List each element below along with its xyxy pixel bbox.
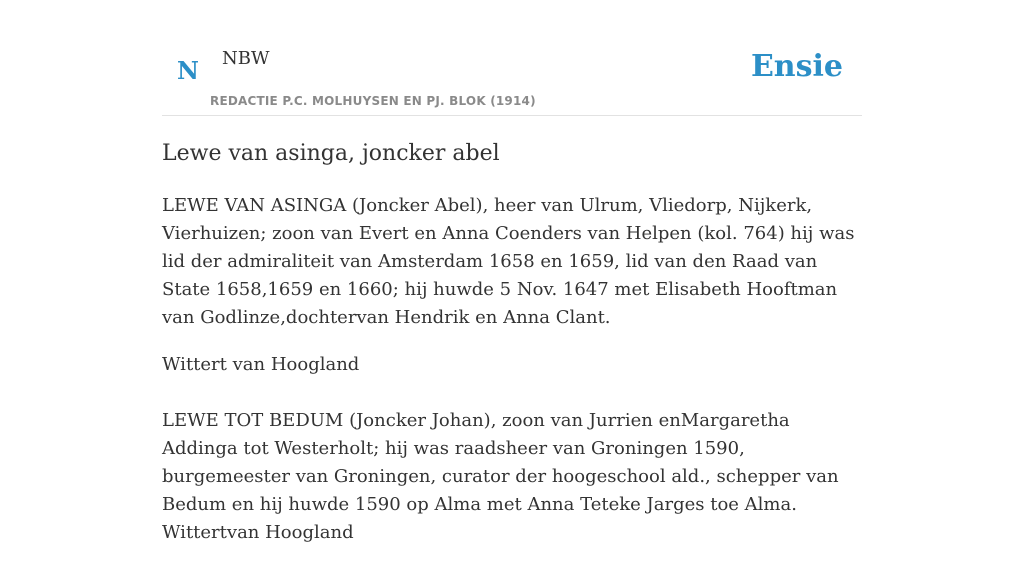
article-paragraph-1: LEWE VAN ASINGA (Joncker Abel), heer van Ulrum, Vliedorp, Nijkerk, Vierhuizen; zoon van Evert en Anna Coenders van Helpen (kol. 764) hij was lid der admiraliteit van Amsterdam 1658 en 1659, lid van den Raad van State 1658,1659 en 1660; hij huwde 5 Nov. 1647 met Elisabeth Hooftman van Godlinze,dochtervan Hendrik en Anna Clant. (162, 195, 855, 328)
article-author-1: Wittert van Hoogland (162, 354, 360, 375)
source-logo-icon: N (177, 56, 199, 85)
source-editors: REDACTIE P.C. MOLHUYSEN EN PJ. BLOK (1914) (210, 94, 536, 108)
source-name[interactable]: NBW (222, 48, 270, 69)
article (162, 138, 862, 566)
ensie-logo-link[interactable]: Ensie (750, 49, 843, 84)
article-paragraph-2: LEWE TOT BEDUM (Joncker Johan), zoon van Jurrien enMargaretha Addinga tot Westerholt; hij was raadsheer van Groningen 1590, burgemeester van Groningen, curator der hoogeschool ald., schepper van Bedum en hij huwde 1590 op Alma met Anna Teteke Jarges toe Alma. Wittertvan Hoogland (162, 410, 839, 543)
article-title: Lewe van asinga, joncker abel (162, 141, 500, 166)
source-header (162, 40, 862, 116)
